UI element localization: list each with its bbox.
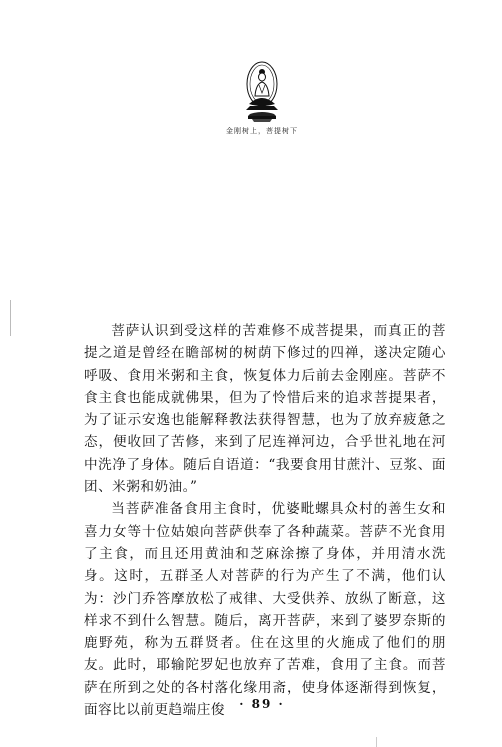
page-number: · 89 ·	[239, 697, 285, 711]
paragraph: 当菩萨准备食用主食时，优婆毗螺具众村的善生女和喜力女等十位姑娘向菩萨供奉了各种蔬菜。菩萨不光食用了主食，而且还用黄油和芝麻涂擦了身体，并用清水洗身。这时，五群圣人对菩萨的行为产生了不满，他们认为：沙门乔答摩放松了戒律、大受供养、放纵了断意，这样求不到什么智慧。随后，离开菩萨，来到了婆罗奈斯的鹿野苑，称为五群贤者。住在这里的火施成了他们的朋友。此时，耶输陀罗妃也放弃了苦难，食用了主食。而菩萨在所到之处的各村落化缘用斋，使身体逐渐得到恢复，面容比以前更趋端庄俊	[84, 501, 446, 719]
edge-mark	[376, 737, 377, 747]
figure-caption: 金刚树上，菩提树下	[226, 127, 298, 135]
margin-rule	[10, 300, 11, 336]
paragraph: 菩萨认识到受这样的苦难修不成菩提果，而真正的菩提之道是曾经在瞻部树的树荫下修过的四禅，遂决定随心呼吸、食用米粥和主食，恢复体力后前去金刚座。菩萨不食主食也能成就佛果，但为了怜惜后来的追求菩提果者，为了证示安逸也能解释教法获得智慧，也为了放弃疲惫之态，便收回了苦修，来到了尼连禅河边，合乎世礼地在河中洗净了身体。随后自语道：“我要食用甘蔗汁、豆浆、面团、米粥和奶油。”	[84, 323, 446, 496]
body-text	[84, 320, 446, 721]
seated-buddha-icon	[240, 58, 284, 124]
